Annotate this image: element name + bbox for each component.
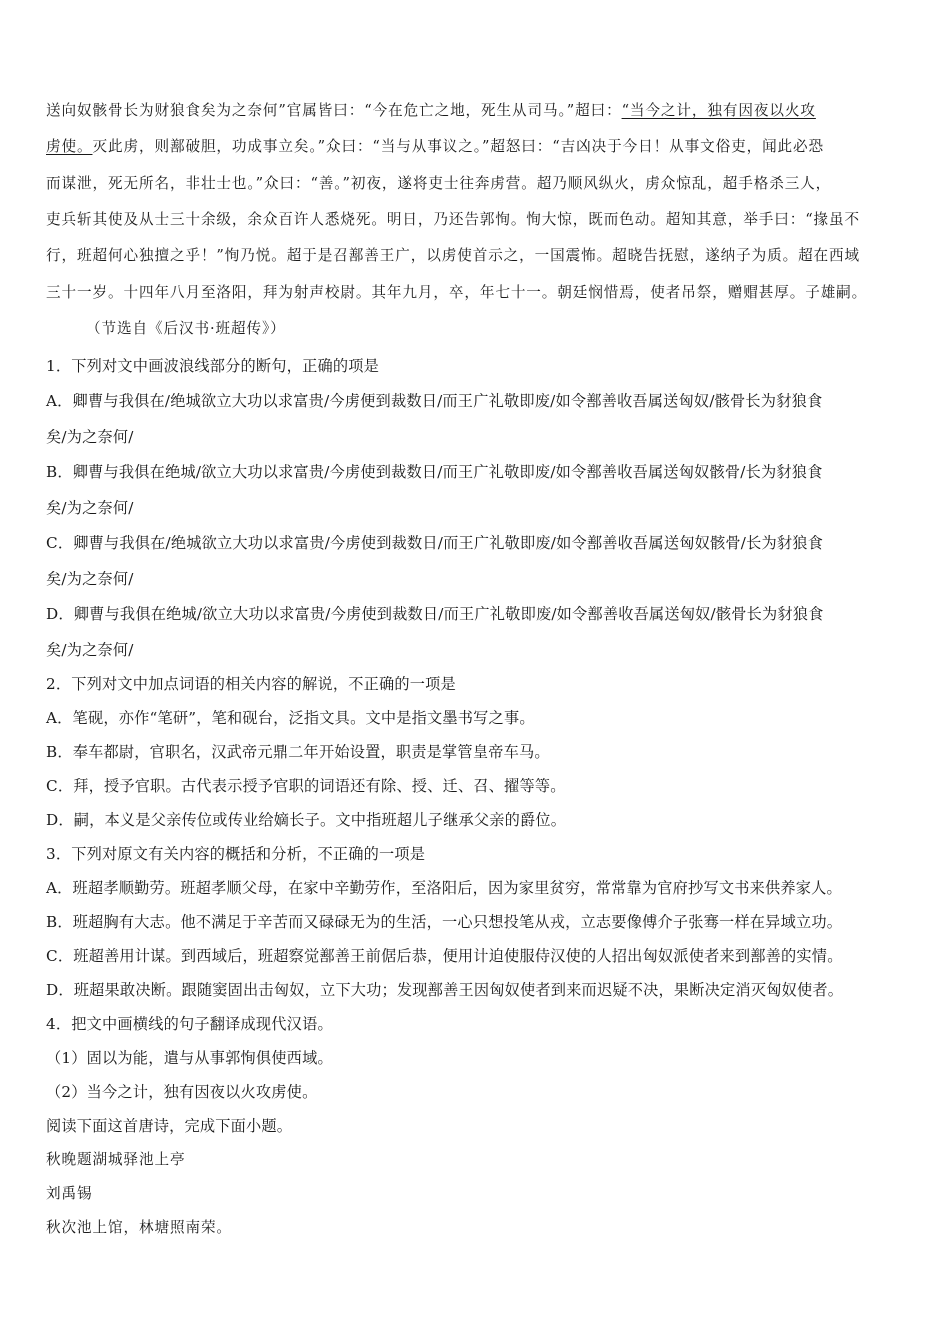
poem-author: 刘禹锡 bbox=[46, 1185, 93, 1202]
q3-option-b: B．班超胸有大志。他不满足于辛苦而又碌碌无为的生活，一心只想投笔从戎，立志要像傅介子张骞一样在异域立功。 bbox=[46, 913, 843, 931]
question-1-stem: 1．下列对文中画波浪线部分的断句，正确的项是 bbox=[46, 357, 380, 375]
question-4-stem: 4．把文中画横线的句子翻译成现代汉语。 bbox=[46, 1015, 333, 1033]
q1-option-a-line2: 矣/为之奈何/ bbox=[46, 428, 134, 446]
q2-option-b: B．奉车都尉，官职名，汉武帝元鼎二年开始设置，职责是掌管皇帝车马。 bbox=[46, 743, 550, 761]
passage-source: （节选自《后汉书·班超传》） bbox=[86, 320, 286, 337]
underlined-sentence: 虏使。 bbox=[46, 138, 93, 155]
passage-line-4: 吏兵斩其使及从士三十余级，余众百许人悉烧死。明日，乃还告郭恂。恂大惊，既而色动。超知其意，举手曰：“掾虽不 bbox=[46, 211, 861, 228]
q1-option-d-line1: D．卿曹与我俱在绝城/欲立大功以求富贵/今虏使到裁数日/而王广礼敬即废/如令鄯善收吾属送匈奴/骸骨长为豺狼食 bbox=[46, 605, 824, 623]
q2-option-c: C．拜，授予官职。古代表示授予官职的词语还有除、授、迁、召、擢等等。 bbox=[46, 777, 566, 795]
underlined-sentence: “当今之计，独有因夜以火攻 bbox=[621, 102, 816, 119]
passage-line-1: 送向奴骸骨长为财狼食矣为之奈何”官属皆曰：“今在危亡之地，死生从司马。”超曰：“当今之计，独有因夜以火攻 bbox=[46, 102, 816, 119]
q1-option-c-line1: C．卿曹与我俱在/绝城欲立大功以求富贵/今虏使到裁数日/而王广礼敬即废/如令鄯善收吾属送匈奴骸骨/长为豺狼食 bbox=[46, 534, 824, 552]
passage-line-2: 虏使。灭此虏，则鄯破胆，功成事立矣。”众曰：“当与从事议之。”超怒曰：“吉凶决于今日！从事文俗吏，闻此必恐 bbox=[46, 138, 825, 155]
q3-option-c: C．班超善用计谋。到西域后，班超察觉鄯善王前倨后恭，便用计迫使服侍汉使的人招出匈奴派使者来到鄯善的实情。 bbox=[46, 947, 843, 965]
q2-option-a: A．笔砚，亦作“笔研”，笔和砚台，泛指文具。文中是指文墨书写之事。 bbox=[46, 709, 535, 727]
question-3-stem: 3．下列对原文有关内容的概括和分析，不正确的一项是 bbox=[46, 845, 426, 863]
q1-option-b-line1: B．卿曹与我俱在绝城/欲立大功以求富贵/今虏使到裁数日/而王广礼敬即废/如令鄯善收吾属送匈奴骸骨/长为豺狼食 bbox=[46, 463, 823, 481]
poem-title: 秋晚题湖城驿池上亭 bbox=[46, 1151, 186, 1168]
q1-option-b-line2: 矣/为之奈何/ bbox=[46, 499, 134, 517]
q3-option-a: A．班超孝顺勤劳。班超孝顺父母，在家中辛勤劳作，至洛阳后，因为家里贫穷，常常靠为官府抄写文书来供养家人。 bbox=[46, 879, 842, 897]
question-2-stem: 2．下列对文中加点词语的相关内容的解说，不正确的一项是 bbox=[46, 675, 456, 693]
q3-option-d: D．班超果敢决断。跟随窦固出击匈奴，立下大功；发现鄯善王因匈奴使者到来而迟疑不决，果断决定消灭匈奴使者。 bbox=[46, 981, 844, 999]
q4-part-2: （2）当今之计，独有因夜以火攻虏使。 bbox=[46, 1083, 318, 1101]
q4-part-1: （1）固以为能，遣与从事郭恂俱使西域。 bbox=[46, 1049, 333, 1067]
q1-option-d-line2: 矣/为之奈何/ bbox=[46, 641, 134, 659]
poem-intro: 阅读下面这首唐诗，完成下面小题。 bbox=[46, 1117, 293, 1135]
passage-line-6: 三十一岁。十四年八月至洛阳，拜为射声校尉。其年九月，卒，年七十一。朝廷悯惜焉，使者吊祭，赠赗甚厚。子雄嗣。 bbox=[46, 284, 868, 301]
q1-option-a-line1: A．卿曹与我俱在/绝城欲立大功以求富贵/今虏便到裁数日/而王广礼敬即废/如令鄯善收吾属送匈奴/骸骨长为豺狼食 bbox=[46, 392, 823, 410]
poem-line-1: 秋次池上馆，林塘照南荣。 bbox=[46, 1219, 232, 1236]
q1-option-c-line2: 矣/为之奈何/ bbox=[46, 570, 134, 588]
passage-line-5: 行，班超何心独擅之乎！”恂乃悦。超于是召鄯善王广，以虏使首示之，一国震怖。超晓告抚慰，遂纳子为质。超在西域 bbox=[46, 247, 861, 264]
passage-line-3: 而谋泄，死无所名，非壮士也。”众曰：“善。”初夜，遂将吏士往奔虏营。超乃顺风纵火，虏众惊乱，超手格杀三人， bbox=[46, 175, 832, 192]
q2-option-d: D．嗣，本义是父亲传位或传业给嫡长子。文中指班超儿子继承父亲的爵位。 bbox=[46, 811, 567, 829]
